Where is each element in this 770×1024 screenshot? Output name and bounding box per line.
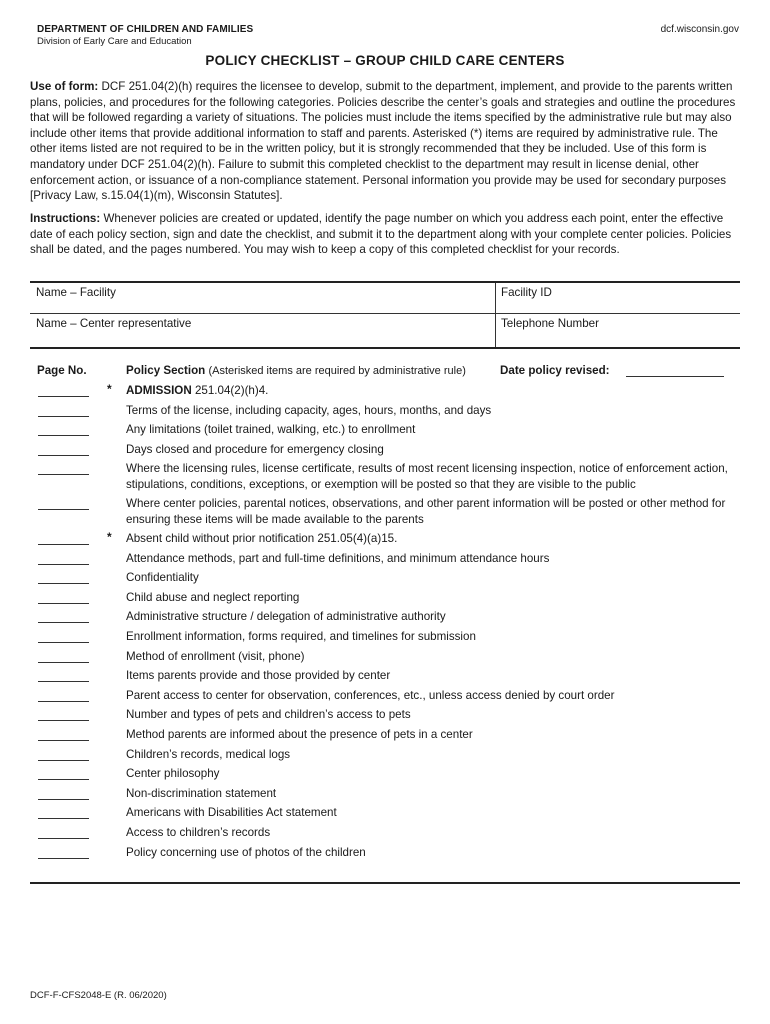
checklist-items [0,382,770,863]
checklist-row [0,667,770,687]
policy-item-text [126,844,730,863]
checklist-row [0,687,770,707]
page-number-input[interactable] [38,740,89,741]
policy-item-label: Policy concerning use of photos of the children [126,845,366,859]
policy-item-text [126,687,730,706]
facility-id-field[interactable]: Facility ID [501,286,552,299]
table-divider [30,313,740,314]
instructions-paragraph [30,211,738,258]
policy-item-rule-ref: 251.04(2)(h)4. [194,384,269,397]
checklist-row [0,726,770,746]
policy-item-text [126,421,730,440]
page-number-input[interactable] [38,858,89,859]
use-of-form-lead: Use of form: [30,80,99,93]
policy-item-label: Confidentiality [126,571,199,585]
policy-item-text [126,667,730,686]
policy-item-text [126,530,730,549]
checklist-row [0,402,770,422]
page-number-input[interactable] [38,720,89,721]
table-divider [495,283,496,347]
date-revised-header: Date policy revised: [500,364,610,377]
policy-item-label: Method parents are informed about the presence of pets in a center [126,727,473,741]
page-number-input[interactable] [38,681,89,682]
policy-item-text [126,726,730,745]
policy-section-header [126,364,466,377]
required-asterisk: * [107,530,112,544]
policy-item-text [126,765,730,784]
policy-item-label: Non-discrimination statement [126,786,277,800]
checklist-row [0,589,770,609]
policy-item-label: Administrative structure / delegation of administrative authority [126,610,446,624]
checklist-row [0,421,770,441]
page-number-input[interactable] [38,455,89,456]
policy-item-text [126,402,730,421]
policy-item-text [126,785,730,804]
page-number-input[interactable] [38,509,89,510]
checklist-row [0,804,770,824]
page-title: POLICY CHECKLIST – GROUP CHILD CARE CENTERS [205,53,565,68]
policy-item-text [126,441,730,460]
checklist-row [0,550,770,570]
policy-item-text [126,569,730,588]
facility-name-field[interactable]: Name – Facility [36,286,116,299]
policy-item-label: Americans with Disabilities Act statement [126,806,337,820]
checklist-row [0,628,770,648]
page-number-input[interactable] [38,416,89,417]
policy-item-text [126,495,730,530]
policy-item-text [126,648,730,667]
required-asterisk: * [107,382,112,396]
policy-item-label: Terms of the license, including capacity, ages, hours, months, and days [126,403,492,417]
division-name: Division of Early Care and Education [37,36,192,47]
policy-item-label: Number and types of pets and children’s access to pets [126,708,411,722]
policy-item-label: Children’s records, medical logs [126,747,291,761]
policy-item-text [126,382,730,401]
use-of-form-paragraph [30,79,738,204]
policy-item-label: Method of enrollment (visit, phone) [126,649,305,663]
checklist-row [0,441,770,461]
policy-item-text [126,460,730,495]
policy-item-label: Attendance methods, part and full-time definitions, and minimum attendance hours [126,551,550,565]
policy-item-label: Enrollment information, forms required, and timelines for submission [126,629,476,643]
policy-item-text [126,628,730,647]
page-number-input[interactable] [38,564,89,565]
policy-item-label: Where the licensing rules, license certificate, results of most recent licensing inspection, notice of enforcement action, stipulations, conditions, exceptions, or exemption will be posted so that they are visible to the public [126,462,728,491]
policy-section-note: (Asterisked items are required by administrative rule) [208,365,466,377]
page-number-input[interactable] [38,474,89,475]
policy-item-label: Center philosophy [126,767,220,781]
checklist-row [0,706,770,726]
policy-section-label: Policy Section [126,364,206,377]
page-number-input[interactable] [38,583,89,584]
page-number-input[interactable] [38,838,89,839]
policy-item-label: Items parents provide and those provided by center [126,669,391,683]
checklist-row [0,569,770,589]
checklist-row [0,746,770,766]
policy-item-label: Any limitations (toilet trained, walking, etc.) to enrollment [126,423,416,437]
instructions-lead: Instructions: [30,212,101,225]
policy-item-text [126,550,730,569]
policy-item-text [126,706,730,725]
page-no-header: Page No. [37,364,87,377]
use-of-form-text: DCF 251.04(2)(h) requires the licensee to develop, submit to the department, implement, and provide to the parents written plans, policies, and procedures for the following categories. Policies describe the center’s goals and strategies and outline the procedures that will be followed regarding a variety of situations. The policies must include the items specified by the administrative rule but may also include other items that provide additional information to staff and parents. Asterisked (*) items are required by administrative rule. The other items listed are not required to be in the written policy, but it is strongly recommended that they be included. Use of this form is mandatory under DCF 251.04(2)(h). Failure to submit this completed checklist to the department may result in license denial, other enforcement action, or issuance of a non-compliance statement. Personal information you provide may be used for secondary purposes [Privacy Law, s.15.04(1)(m), Wisconsin Statutes]. [30,80,736,203]
telephone-field[interactable]: Telephone Number [501,317,599,330]
facility-info-table [30,281,740,349]
page-number-input[interactable] [38,435,89,436]
policy-item-label: Parent access to center for observation, conferences, etc., unless access denied by court order [126,688,615,702]
policy-item-label: Absent child without prior notification 251.05(4)(a)15. [126,532,398,545]
page-number-input[interactable] [38,544,89,545]
checklist-row [0,765,770,785]
page-number-input[interactable] [38,622,89,623]
page-number-input[interactable] [38,642,89,643]
form-number: DCF-F-CFS2048-E (R. 06/2020) [30,990,167,1001]
department-name: DEPARTMENT OF CHILDREN AND FAMILIES [37,24,254,35]
website-link[interactable]: dcf.wisconsin.gov [660,24,739,35]
policy-item-label: Access to children’s records [126,825,271,839]
checklist-row [0,495,770,530]
page-number-input[interactable] [38,799,89,800]
policy-item-label: Where center policies, parental notices, observations, and other parent information will be posted or other method for ensuring these items will be made available to the parents [126,497,726,526]
policy-item-text [126,746,730,765]
checklist-row [0,648,770,668]
policy-item-text [126,824,730,843]
checklist-row [0,460,770,495]
policy-item-text [126,608,730,627]
page-number-input[interactable] [38,396,89,397]
representative-name-field[interactable]: Name – Center representative [36,317,192,330]
checklist-row [0,608,770,628]
policy-item-label: Child abuse and neglect reporting [126,590,300,604]
checklist-row [0,530,770,550]
policy-item-text [126,804,730,823]
policy-item-text [126,589,730,608]
page-number-input[interactable] [38,818,89,819]
bottom-divider [30,882,740,884]
date-revised-input[interactable] [626,376,724,377]
checklist-row [0,382,770,402]
instructions-text: Whenever policies are created or updated, identify the page number on which you address each point, enter the effective date of each policy section, sign and date the checklist, and submit it to the department along with your complete center policies. Policies shall be dated, and the pages numbered. You may wish to keep a copy of this completed checklist for your records. [30,212,732,257]
page-number-input[interactable] [38,603,89,604]
policy-item-label: ADMISSION [126,384,192,397]
checklist-row [0,824,770,844]
page-number-input[interactable] [38,779,89,780]
page-number-input[interactable] [38,662,89,663]
page-number-input[interactable] [38,701,89,702]
checklist-row [0,844,770,864]
page-number-input[interactable] [38,760,89,761]
checklist-row [0,785,770,805]
policy-item-label: Days closed and procedure for emergency closing [126,442,384,456]
